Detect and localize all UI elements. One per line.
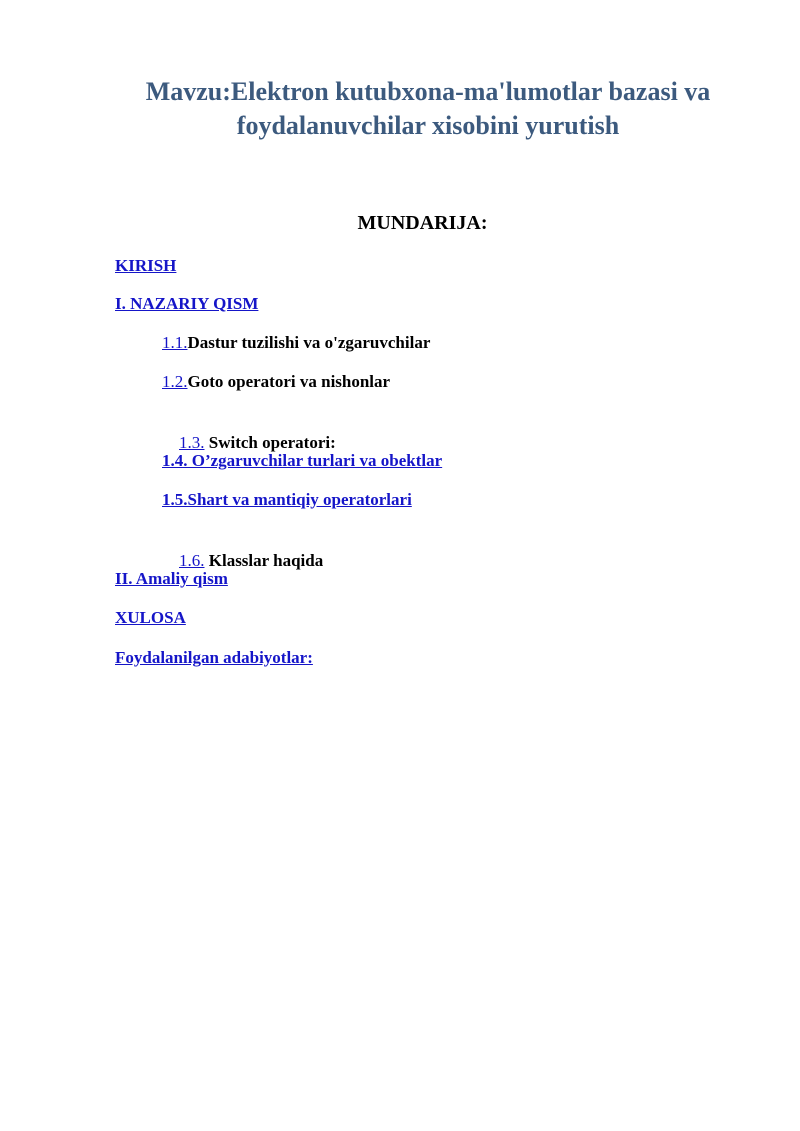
toc-link-amaliy-qism[interactable]: [115, 568, 228, 590]
toc-entry-text: Goto operatori va nishonlar: [187, 372, 391, 391]
title-line-1: Mavzu:Elektron kutubxona-ma'lumotlar bazasi va: [145, 77, 711, 106]
toc-entry-text: KIRISH: [115, 256, 177, 275]
toc-entry-text: Dastur tuzilishi va o'zgaruvchilar: [187, 333, 431, 352]
toc-entry-text: I. NAZARIY QISM: [115, 294, 259, 313]
toc-link-nazariy-qism[interactable]: [115, 293, 258, 315]
toc-link-1-5[interactable]: [162, 489, 412, 511]
title-line-2: foydalanuvchilar xisobini yurutish: [236, 111, 620, 140]
toc-entry-1-1: [162, 332, 430, 354]
toc-entry-text: 1.4. O’zgaruvchilar turlari va obektlar: [162, 451, 443, 470]
toc-entry-text: Klasslar haqida: [204, 551, 324, 570]
toc-link-1-6[interactable]: 1.6.: [179, 551, 205, 570]
toc-entry-text: Foydalanilgan adabiyotlar:: [115, 648, 313, 667]
toc-link-adabiyotlar[interactable]: [115, 647, 313, 669]
toc-entry-text: Switch operatori:: [204, 433, 336, 452]
toc-entry-text: XULOSA: [115, 608, 186, 627]
toc-link-kirish[interactable]: [115, 255, 176, 277]
toc-heading: MUNDARIJA:: [357, 212, 488, 234]
toc-link-xulosa[interactable]: [115, 607, 186, 629]
toc-link-1-1[interactable]: 1.1.: [162, 333, 188, 352]
toc-link-1-4[interactable]: [162, 450, 442, 472]
toc-entry-1-2: [162, 371, 390, 393]
document-title: [100, 75, 756, 143]
toc-link-1-2[interactable]: 1.2.: [162, 372, 188, 391]
toc-entry-text: II. Amaliy qism: [115, 569, 228, 588]
toc-entry-text: 1.5.Shart va mantiqiy operatorlari: [162, 490, 412, 509]
toc-link-1-3[interactable]: 1.3.: [179, 433, 205, 452]
